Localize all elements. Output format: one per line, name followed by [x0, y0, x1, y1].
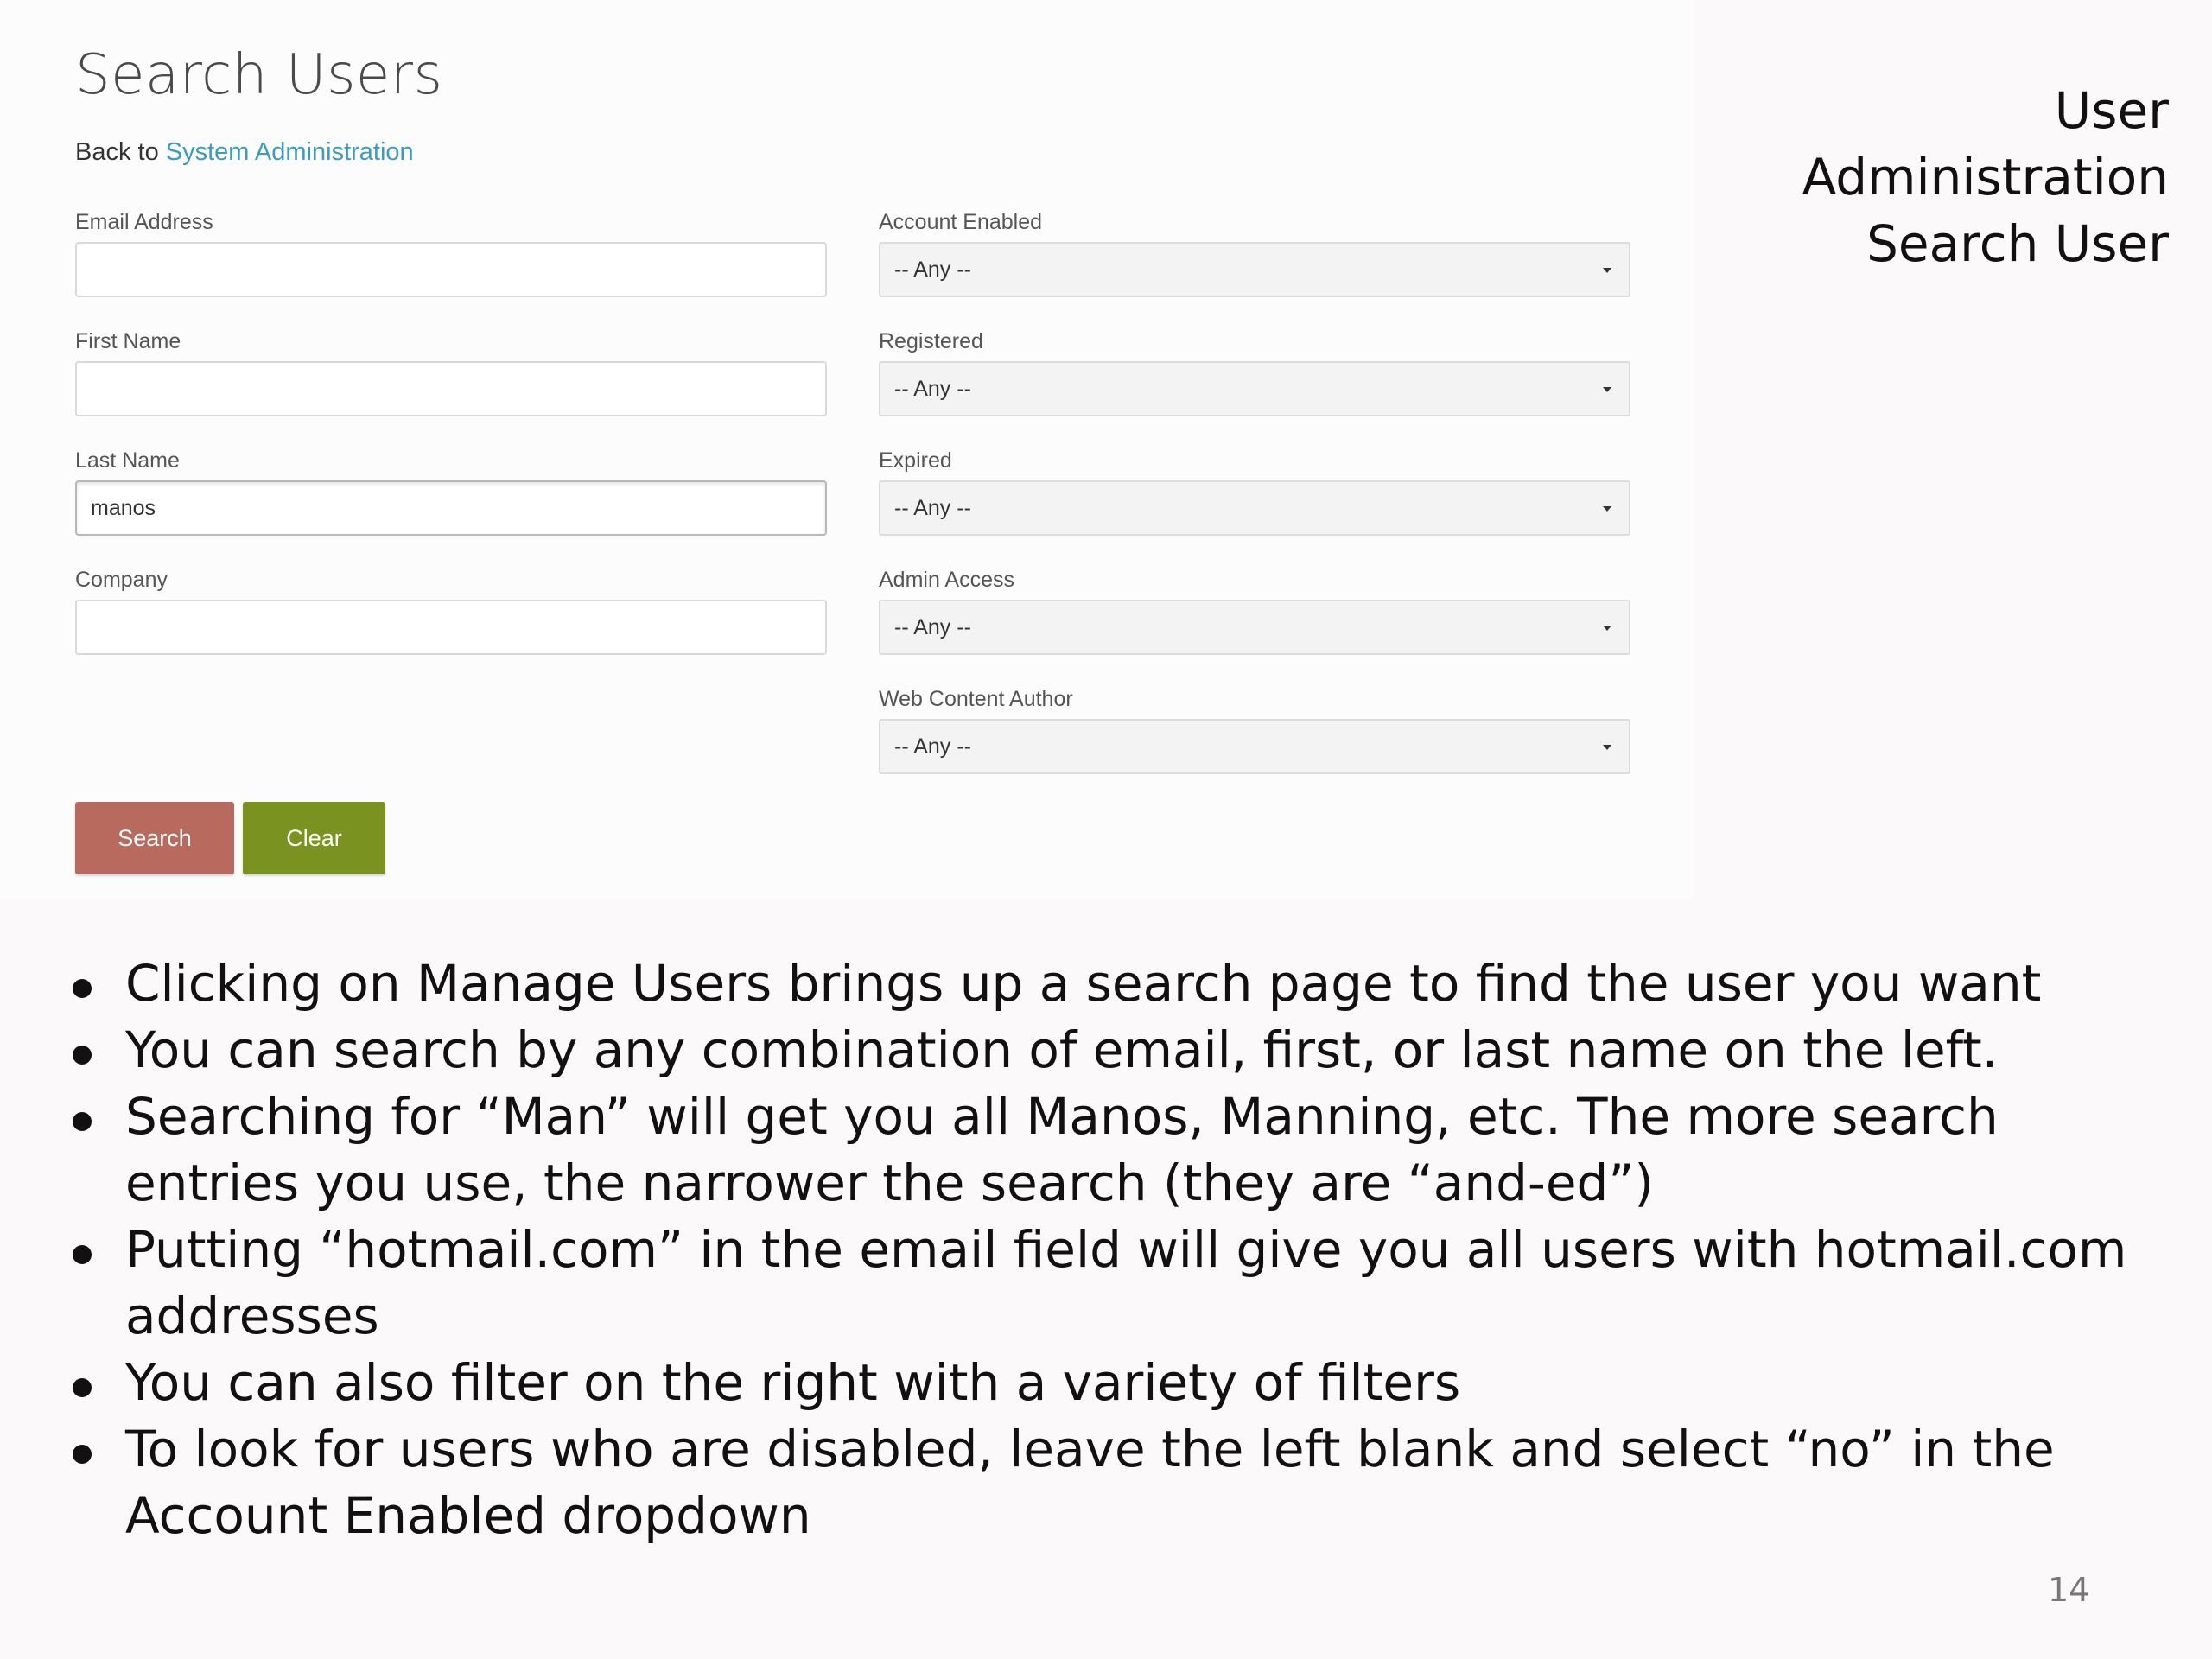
list-item	[60, 1416, 2186, 1549]
list-item	[60, 1350, 2186, 1416]
slide-heading-line: Administration	[1802, 148, 2169, 207]
bullet-icon	[73, 1245, 92, 1264]
account-enabled-value: -- Any --	[894, 257, 971, 282]
chevron-down-icon	[1603, 626, 1611, 631]
first-name-field[interactable]	[75, 361, 827, 416]
bullet-icon	[73, 1445, 92, 1464]
expired-label: Expired	[879, 448, 952, 473]
admin-access-value: -- Any --	[894, 615, 971, 639]
last-name-label: Last Name	[75, 448, 180, 473]
search-users-screenshot	[0, 0, 1694, 899]
admin-access-select[interactable]	[879, 600, 1630, 655]
expired-value: -- Any --	[894, 496, 971, 520]
first-name-label: First Name	[75, 329, 181, 353]
bullet-text: Clicking on Manage Users brings up a search page to find the user you want	[125, 954, 2042, 1013]
page-title: Search Users	[75, 43, 443, 107]
registered-select[interactable]	[879, 361, 1630, 416]
search-button[interactable]: Search	[75, 802, 234, 874]
email-field[interactable]	[75, 242, 827, 297]
company-label: Company	[75, 568, 168, 592]
bullet-text: To look for users who are disabled, leave the left blank and select “no” in the Account Enabled dropdown	[125, 1420, 2055, 1545]
account-enabled-label: Account Enabled	[879, 210, 1043, 234]
system-administration-link[interactable]: System Administration	[165, 138, 414, 166]
admin-access-label: Admin Access	[879, 568, 1015, 592]
bullet-icon	[73, 979, 92, 998]
web-content-author-select[interactable]	[879, 719, 1630, 774]
list-item	[60, 1017, 2186, 1084]
list-item	[60, 1217, 2186, 1350]
registered-label: Registered	[879, 329, 983, 353]
bullet-list	[60, 950, 2186, 1549]
page-number: 14	[2048, 1571, 2090, 1609]
clear-button[interactable]: Clear	[243, 802, 385, 874]
bullet-icon	[73, 1112, 92, 1131]
slide-heading-line: Search User	[1866, 214, 2169, 273]
chevron-down-icon	[1603, 506, 1611, 512]
bullet-text: You can also filter on the right with a variety of filters	[125, 1353, 1461, 1412]
web-content-author-label: Web Content Author	[879, 687, 1073, 711]
email-label: Email Address	[75, 210, 213, 234]
bullet-icon	[73, 1378, 92, 1397]
breadcrumb	[75, 138, 414, 167]
last-name-field[interactable]: manos	[75, 480, 827, 536]
back-prefix: Back to	[75, 138, 159, 166]
chevron-down-icon	[1603, 268, 1611, 273]
account-enabled-select[interactable]	[879, 242, 1630, 297]
slide-heading	[1802, 78, 2169, 277]
chevron-down-icon	[1603, 745, 1611, 750]
bullet-text: Putting “hotmail.com” in the email field will give you all users with hotmail.com addresses	[125, 1220, 2127, 1345]
registered-value: -- Any --	[894, 377, 971, 401]
bullet-text: Searching for “Man” will get you all Manos, Manning, etc. The more search entries you use, the narrower the search (they are “and-ed”)	[125, 1087, 1999, 1212]
company-field[interactable]	[75, 600, 827, 655]
slide-heading-line: User	[2054, 81, 2169, 140]
bullet-text: You can search by any combination of email, first, or last name on the left.	[125, 1020, 1999, 1079]
chevron-down-icon	[1603, 387, 1611, 392]
bullet-icon	[73, 1046, 92, 1065]
expired-select[interactable]	[879, 480, 1630, 536]
list-item	[60, 950, 2186, 1017]
web-content-author-value: -- Any --	[894, 734, 971, 759]
list-item	[60, 1084, 2186, 1217]
